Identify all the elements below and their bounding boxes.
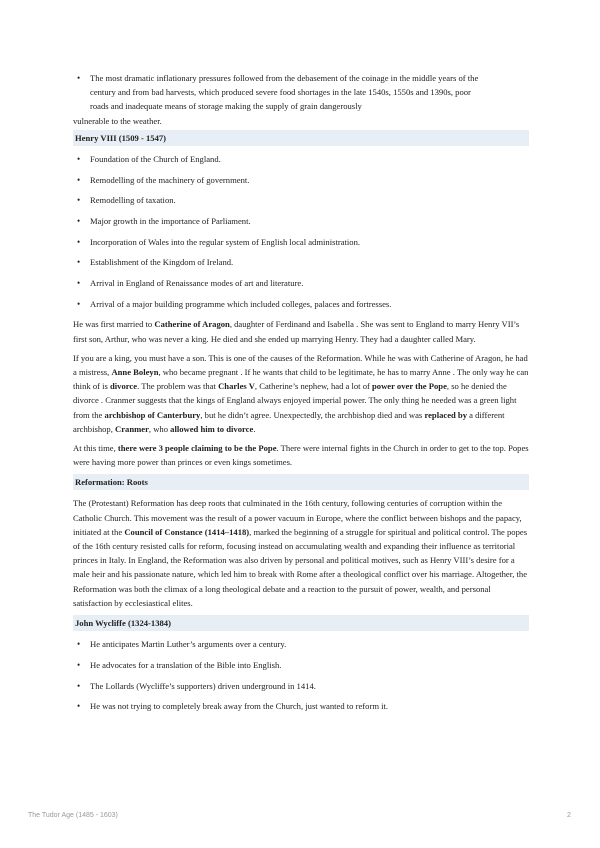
- bullet-icon: •: [77, 215, 81, 226]
- list-item: • Foundation of the Church of England.: [73, 152, 529, 166]
- henry-achievements-list: [73, 152, 529, 311]
- list-item: • The Lollards (Wycliffe’s supporters) driven underground in 1414.: [73, 679, 529, 693]
- bullet-icon: •: [77, 257, 81, 268]
- list-item: • The most dramatic inflationary pressures followed from the debasement of the coinage in the middle years of the century and from bad harvests, which produced severe food shortages in the late 1540s, 1550s and 1390s, poor roads and inadequate means of storage making the supply of grain dangerously vulnerable to the weather.: [73, 73, 479, 126]
- bullet-icon: •: [77, 153, 81, 164]
- list-item: • Establishment of the Kingdom of Ireland.: [73, 255, 529, 269]
- bullet-icon: •: [77, 73, 81, 83]
- list-item: • Arrival in England of Renaissance modes of art and literature.: [73, 276, 529, 290]
- bullet-icon: •: [77, 195, 81, 206]
- footer-title: The Tudor Age (1485 - 1603): [28, 812, 118, 819]
- wycliffe-list: [73, 637, 529, 713]
- page-number: 2: [567, 812, 571, 819]
- paragraph-popes: At this time, there were 3 people claiming to be the Pope. There were internal fights in the Church in order to get to the top. Popes were having more power than princes or even kings sometimes.: [73, 443, 529, 468]
- paragraph-divorce: If you are a king, you must have a son. This is one of the causes of the Reformation. While he was with Catherine of Aragon, he had a mistress, Anne Boleyn, who became pregnant . If he wants that child to be legitimate, he has to marry Anne . The only way he can think of is divorce. The problem was that Charles V, Catherine’s nephew, had a lot of power over the Pope, so he denied the divorce . Cranmer suggests that the kings of England always enjoyed imperial power. The only thing he needed was a green light from the archbishop of Canterbury, but he didn’t agree. Unexpectedly, the archbishop died and was replaced by a different archbishop, Cranmer, who allowed him to divorce.: [73, 352, 529, 434]
- intro-bullet-list: [73, 71, 529, 128]
- bullet-icon: •: [77, 701, 81, 712]
- list-item: • Major growth in the importance of Parliament.: [73, 214, 529, 228]
- section-heading-reformation: Reformation: Roots: [73, 474, 529, 490]
- section-heading-wycliffe: John Wycliffe (1324-1384): [73, 615, 529, 631]
- bullet-icon: •: [77, 298, 81, 309]
- list-item: • He anticipates Martin Luther’s arguments over a century.: [73, 637, 529, 651]
- section-heading-henry: Henry VIII (1509 - 1547): [73, 130, 529, 146]
- list-item: • Incorporation of Wales into the regular system of English local administration.: [73, 235, 529, 249]
- bullet-icon: •: [77, 278, 81, 289]
- document-content: [73, 71, 529, 720]
- list-item: • Arrival of a major building programme which included colleges, palaces and fortresses.: [73, 297, 529, 311]
- bullet-icon: •: [77, 174, 81, 185]
- bullet-icon: •: [77, 639, 81, 650]
- bullet-icon: •: [77, 659, 81, 670]
- list-item: • He advocates for a translation of the Bible into English.: [73, 658, 529, 672]
- list-item: • He was not trying to completely break away from the Church, just wanted to reform it.: [73, 699, 529, 713]
- paragraph-reformation-roots: The (Protestant) Reformation has deep roots that culminated in the 16th century, following centuries of corruption within the Catholic Church. This movement was the result of a power vacuum in Europe, where the conflict between bishops and the papacy, initiated at the Council of Constance (1414–1418), marked the beginning of a struggle for spiritual and political control. The popes of the 16th century resisted calls for reform, focusing instead on accumulating wealth and expanding their influence as territorial princes in Italy. In England, the Reformation was also driven by personal and political motives, such as Henry VIII’s desire for a male heir and his passionate nature, which led him to break with Rome after a theological conflict over his marriage. Altogether, the Reformation was both the climax of a long theological debate and a reaction to the pursuit of power, wealth, and personal satisfaction by ecclesiastical elites.: [73, 498, 528, 608]
- list-item: • Remodelling of taxation.: [73, 193, 529, 207]
- paragraph-marriage: He was first married to Catherine of Aragon, daughter of Ferdinand and Isabella . She was sent to England to marry Henry VII’s first son, Arthur, who was never a king. He died and she ended up marrying Henry. They had a daughter called Mary.: [73, 319, 520, 344]
- bullet-icon: •: [77, 680, 81, 691]
- list-item: • Remodelling of the machinery of government.: [73, 173, 529, 187]
- bullet-icon: •: [77, 236, 81, 247]
